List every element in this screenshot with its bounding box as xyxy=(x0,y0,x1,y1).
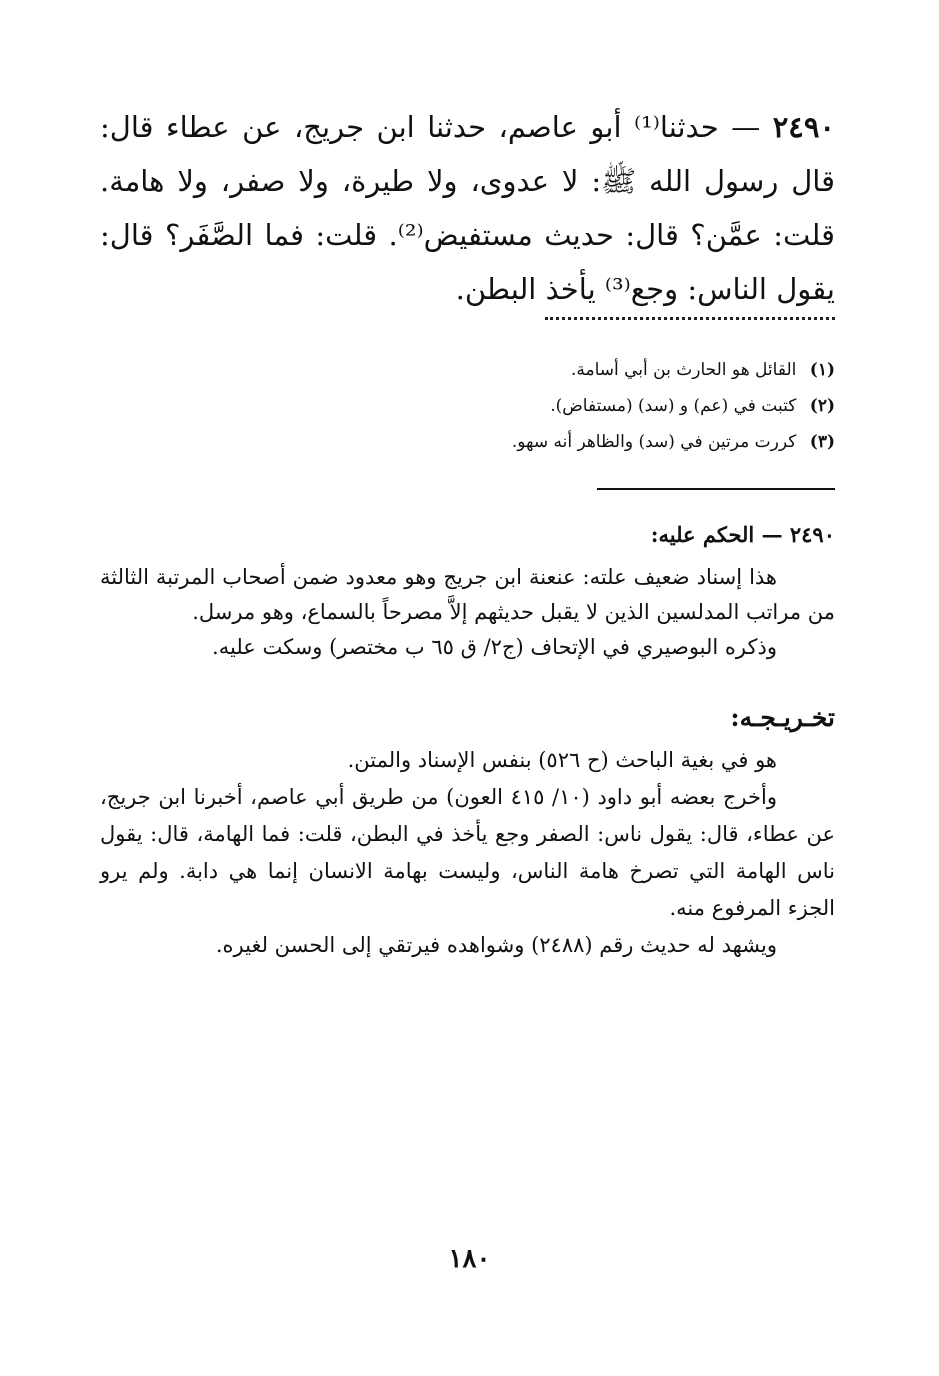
ruling-paragraph: وذكره البوصيري في الإتحاف (ج٢/ ق ٦٥ ب مختصر) وسكت عليه. xyxy=(212,635,777,659)
ruling-heading: ٢٤٩٠ — الحكم عليه: xyxy=(650,522,835,547)
takhrij-paragraph: ويشهد له حديث رقم (٢٤٨٨) وشواهده فيرتقي إلى الحسن لغيره. xyxy=(215,933,777,957)
footnote-number: (١) xyxy=(809,360,835,380)
footnote-item xyxy=(470,352,835,388)
takhrij-body xyxy=(100,742,835,964)
footnote-text: القائل هو الحارث بن أبي أسامة. xyxy=(570,360,797,380)
takhrij-paragraph: هو في بغية الباحث (ح ٥٢٦) بنفس الإسناد والمتن. xyxy=(347,748,777,772)
takhrij-paragraph: وأخرج بعضه أبو داود (١٠/ ٤١٥ العون) من طريق أبي عاصم، أخبرنا ابن جريج، عن عطاء، قال: يقول ناس: الصفر وجع يأخذ في البطن، قلت: فما الهامة، قال: يقول ناس الهامة التي تصرخ هامة الناس، وليست بهامة الانسان إنما هي دابة. ولم يرو الجزء المرفوع منه. xyxy=(100,785,835,920)
section-divider xyxy=(597,488,835,490)
takhrij-heading: تخـريـجـه: xyxy=(730,703,835,732)
hadith-text xyxy=(100,100,835,316)
footnote-text: كررت مرتين في (سد) والظاهر أنه سهو. xyxy=(511,432,797,452)
ruling-body xyxy=(100,560,835,665)
footnote-text: كتبت في (عم) و (سد) (مستفاض). xyxy=(550,396,797,416)
footnote-separator xyxy=(545,317,835,320)
footnote-item xyxy=(470,424,835,460)
ruling-paragraph: هذا إسناد ضعيف علته: عنعنة ابن جريج وهو معدود ضمن أصحاب المرتبة الثالثة من مراتب المدلسين الذين لا يقبل حديثهم إلاَّ مصرحاً بالسماع، وهو مرسل. xyxy=(100,565,835,624)
page-number: ١٨٠ xyxy=(448,1244,491,1274)
footnote-item xyxy=(470,388,835,424)
footnotes xyxy=(470,352,835,460)
hadith-paragraph: — حدثنا⁽¹⁾ أبو عاصم، حدثنا ابن جريج، عن عطاء قال: قال رسول الله ﷺ: لا عدوى، ولا طيرة، ولا صفر، ولا هامة. قلت: عمَّن؟ قال: حديث مستفيض⁽²⁾. قلت: فما الصَّفَر؟ قال: يقول الناس: وجع⁽³⁾ يأخذ البطن. xyxy=(100,110,835,306)
footnote-number: (٢) xyxy=(809,396,835,416)
hadith-number: ٢٤٩٠ xyxy=(772,110,836,144)
footnote-number: (٣) xyxy=(809,432,835,452)
